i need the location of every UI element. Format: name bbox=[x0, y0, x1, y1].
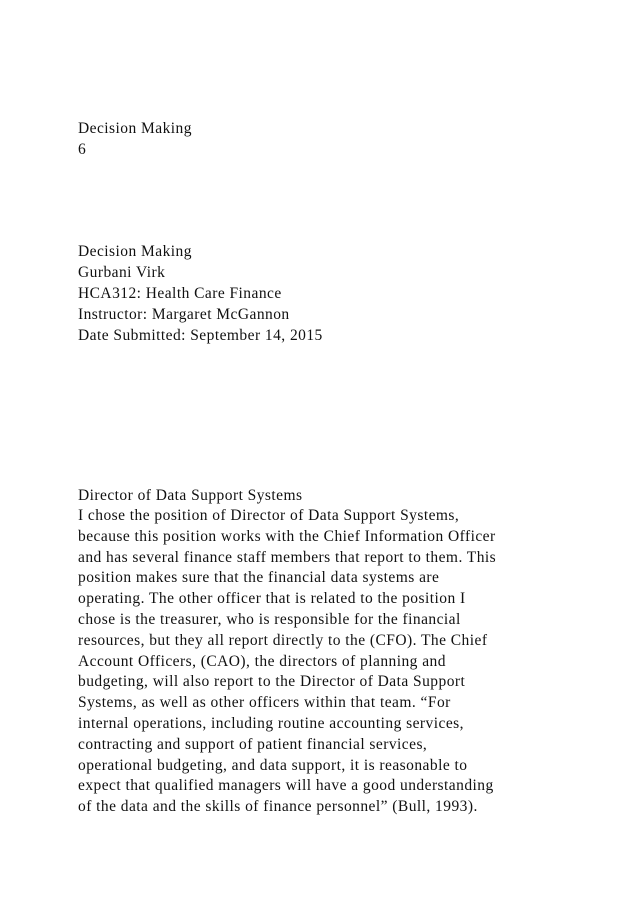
paragraph-line: budgeting, will also report to the Director of Data Support bbox=[78, 673, 466, 691]
paragraph-line: I chose the position of Director of Data Support Systems, bbox=[78, 507, 460, 524]
paragraph-line: Systems, as well as other officers within that team. “For bbox=[78, 694, 451, 712]
paragraph-line: position makes sure that the financial data systems are bbox=[78, 569, 440, 587]
paragraph-line: of the data and the skills of finance personnel” (Bull, 1993). bbox=[78, 798, 478, 816]
paragraph-line: expect that qualified managers will have a good understanding bbox=[78, 777, 494, 795]
paragraph-line: chose is the treasurer, who is responsible for the financial bbox=[78, 610, 461, 628]
section-heading: Director of Data Support Systems bbox=[78, 487, 303, 504]
paper-title: Decision Making bbox=[78, 243, 192, 260]
instructor-name: Instructor: Margaret McGannon bbox=[78, 306, 290, 323]
paragraph-line: and has several finance staff members that report to them. This bbox=[78, 548, 497, 566]
date-submitted: Date Submitted: September 14, 2015 bbox=[78, 327, 323, 344]
body-paragraph bbox=[78, 506, 496, 818]
paragraph-line: Account Officers, (CAO), the directors of planning and bbox=[78, 652, 446, 670]
author-name: Gurbani Virk bbox=[78, 264, 166, 281]
running-header-title: Decision Making bbox=[78, 120, 192, 137]
course-name: HCA312: Health Care Finance bbox=[78, 285, 282, 302]
paragraph-line: contracting and support of patient financial services, bbox=[78, 735, 428, 753]
paragraph-line: because this position works with the Chief Information Officer bbox=[78, 527, 496, 545]
page-number: 6 bbox=[78, 141, 87, 158]
paragraph-line: operational budgeting, and data support, it is reasonable to bbox=[78, 756, 468, 774]
paragraph-line: internal operations, including routine accounting services, bbox=[78, 714, 464, 732]
paragraph-line: operating. The other officer that is related to the position I bbox=[78, 590, 466, 608]
paragraph-line: resources, but they all report directly to the (CFO). The Chief bbox=[78, 631, 488, 649]
